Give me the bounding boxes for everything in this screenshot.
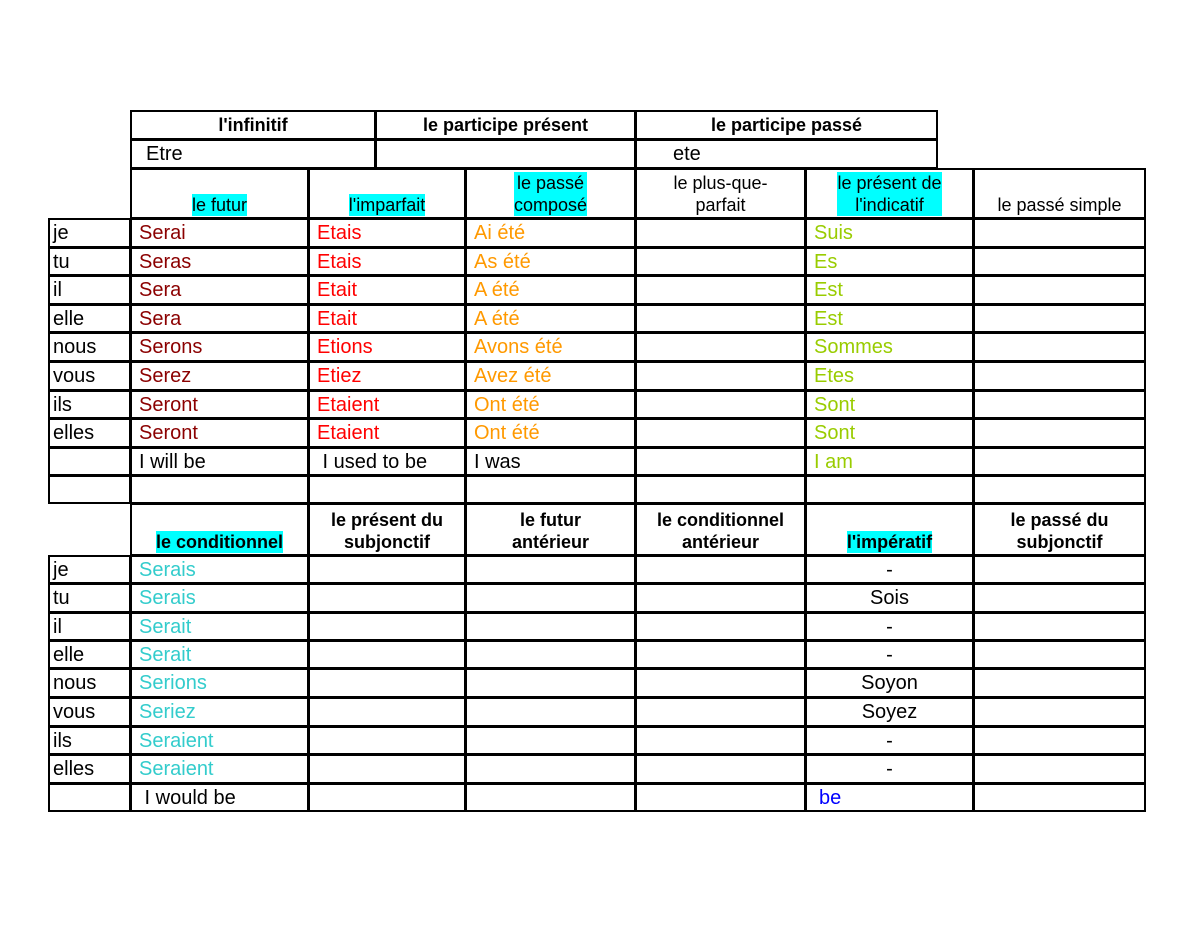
- conjugation-cell-conditionnel: Seraient: [130, 754, 309, 784]
- conjugation-cell-passe-subjonctif: [973, 754, 1146, 784]
- conjugation-cell-conditionnel: Serais: [130, 583, 309, 613]
- conjugation-cell-passe-subjonctif: [973, 697, 1146, 727]
- conjugation-cell-futur: Serons: [130, 332, 309, 362]
- conjugation-cell-futur-anterieur: [465, 668, 636, 698]
- conjugation-cell-passe-compose: A été: [465, 275, 636, 305]
- header-futur: [130, 168, 309, 219]
- conjugation-cell-imparfait: Etiez: [308, 361, 466, 391]
- conjugation-cell-passe-subjonctif: [973, 555, 1146, 584]
- conjugation-cell-passe-simple: [973, 390, 1146, 419]
- conjugation-cell-present: Est: [805, 304, 974, 333]
- conjugation-cell-conditionnel: Serait: [130, 612, 309, 641]
- conjugation-cell-conditionnel: Seraient: [130, 726, 309, 755]
- participe-present-value: [375, 139, 636, 169]
- conjugation-cell-conditionnel-anterieur: [635, 783, 806, 812]
- pronoun-cell: il: [48, 612, 131, 641]
- conjugation-cell-imperatif: -: [805, 754, 974, 784]
- conjugation-cell-passe-compose: Avez été: [465, 361, 636, 391]
- header-conditionnel-anterieur: [635, 503, 806, 556]
- conjugation-cell-present-subjonctif: [308, 612, 466, 641]
- conjugation-cell-passe-simple: [973, 361, 1146, 391]
- conjugation-cell-conditionnel: Serait: [130, 640, 309, 669]
- conjugation-cell-passe-compose: Ai été: [465, 218, 636, 248]
- conjugation-cell-futur-anterieur: [465, 555, 636, 584]
- conjugation-cell-futur: Sera: [130, 275, 309, 305]
- header-line: le plus-que-: [673, 173, 768, 193]
- conjugation-cell-passe-subjonctif: [973, 668, 1146, 698]
- conjugation-cell-plus-que-parfait: [635, 475, 806, 504]
- conjugation-cell-present-subjonctif: [308, 555, 466, 584]
- conjugation-cell-imparfait: I used to be: [308, 447, 466, 476]
- header-imparfait: [308, 168, 466, 219]
- conjugation-cell-passe-compose: As été: [465, 247, 636, 276]
- pronoun-cell: elles: [48, 418, 131, 448]
- conjugation-cell-imparfait: [308, 475, 466, 504]
- header-imparfait-text: [349, 194, 425, 216]
- header-conditionnel-text: [156, 531, 283, 553]
- conjugation-cell-futur-anterieur: [465, 697, 636, 727]
- header-line: l'indicatif: [855, 195, 924, 215]
- conjugation-cell-futur-anterieur: [465, 726, 636, 755]
- header-passe-simple: [973, 168, 1146, 219]
- infinitif-label: l'infinitif: [130, 110, 376, 140]
- conjugation-cell-imperatif: Sois: [805, 583, 974, 613]
- header-line: le passé du: [1010, 510, 1109, 530]
- conjugation-cell-futur: Serez: [130, 361, 309, 391]
- pronoun-cell: je: [48, 555, 131, 584]
- header-present-indicatif: [805, 168, 974, 219]
- header-passe-compose: [465, 168, 636, 219]
- conjugation-cell-imparfait: Etais: [308, 218, 466, 248]
- conjugation-cell-imperatif: Soyon: [805, 668, 974, 698]
- conjugation-cell-present-subjonctif: [308, 754, 466, 784]
- conjugation-cell-passe-simple: [973, 218, 1146, 248]
- conjugation-cell-present-subjonctif: [308, 583, 466, 613]
- pronoun-cell: elle: [48, 640, 131, 669]
- conjugation-cell-present: Sont: [805, 418, 974, 448]
- header-futur-text: [192, 194, 247, 216]
- header-line: le futur: [191, 195, 248, 215]
- conjugation-cell-conditionnel-anterieur: [635, 583, 806, 613]
- pronoun-cell: nous: [48, 668, 131, 698]
- conjugation-cell-conditionnel-anterieur: [635, 640, 806, 669]
- conjugation-cell-imparfait: Etaient: [308, 390, 466, 419]
- conjugation-cell-imperatif: -: [805, 726, 974, 755]
- header-line: le conditionnel: [155, 532, 283, 552]
- conjugation-cell-imparfait: Etaient: [308, 418, 466, 448]
- header-line: composé: [513, 195, 588, 215]
- conjugation-cell-imperatif: -: [805, 555, 974, 584]
- participe-passe-value: ete: [635, 139, 938, 169]
- header-line: le futur: [520, 510, 581, 530]
- conjugation-cell-passe-simple: [973, 332, 1146, 362]
- conjugation-cell-conditionnel-anterieur: [635, 697, 806, 727]
- conjugation-cell-present: Suis: [805, 218, 974, 248]
- pronoun-cell: vous: [48, 697, 131, 727]
- header-line: l'impératif: [846, 532, 933, 552]
- header-line: subjonctif: [344, 532, 430, 552]
- conjugation-cell-imperatif: -: [805, 612, 974, 641]
- conjugation-cell-passe-simple: [973, 247, 1146, 276]
- conjugation-cell-present: Etes: [805, 361, 974, 391]
- conjugation-cell-passe-compose: A été: [465, 304, 636, 333]
- header-line: parfait: [695, 195, 746, 215]
- conjugation-cell-imparfait: Etait: [308, 275, 466, 305]
- conjugation-cell-passe-subjonctif: [973, 583, 1146, 613]
- header-imperatif: [805, 503, 974, 556]
- header-passe-compose-text: [514, 172, 587, 216]
- pronoun-cell: il: [48, 275, 131, 305]
- conjugation-cell-passe-simple: [973, 418, 1146, 448]
- conjugation-cell-imparfait: Etais: [308, 247, 466, 276]
- header-futur-anterieur-text: [512, 509, 589, 553]
- conjugation-cell-conditionnel-anterieur: [635, 612, 806, 641]
- conjugation-cell-passe-compose: [465, 475, 636, 504]
- conjugation-cell-passe-subjonctif: [973, 783, 1146, 812]
- pronoun-cell: ils: [48, 390, 131, 419]
- conjugation-cell-present: I am: [805, 447, 974, 476]
- header-present-indicatif-text: [837, 172, 941, 216]
- conjugation-cell-present-subjonctif: [308, 697, 466, 727]
- conjugation-cell-conditionnel: I would be: [130, 783, 309, 812]
- pronoun-cell: vous: [48, 361, 131, 391]
- participe-present-label: le participe présent: [375, 110, 636, 140]
- header-present-subjonctif: [308, 503, 466, 556]
- conjugation-cell-plus-que-parfait: [635, 447, 806, 476]
- header-futur-anterieur: [465, 503, 636, 556]
- pronoun-cell: elles: [48, 754, 131, 784]
- header-conditionnel-anterieur-text: [657, 509, 784, 553]
- header-line: l'imparfait: [348, 195, 426, 215]
- conjugation-cell-imperatif: be: [805, 783, 974, 812]
- pronoun-cell: tu: [48, 583, 131, 613]
- conjugation-cell-imparfait: Etions: [308, 332, 466, 362]
- infinitif-value: Etre: [130, 139, 376, 169]
- header-passe-subjonctif: [973, 503, 1146, 556]
- conjugation-cell-futur: Seras: [130, 247, 309, 276]
- conjugation-cell-passe-simple: [973, 304, 1146, 333]
- conjugation-cell-passe-compose: Ont été: [465, 418, 636, 448]
- conjugation-cell-passe-subjonctif: [973, 640, 1146, 669]
- pronoun-cell: [48, 447, 131, 476]
- header-line: le présent du: [330, 510, 444, 530]
- conjugation-cell-futur: Serai: [130, 218, 309, 248]
- conjugation-cell-conditionnel: Seriez: [130, 697, 309, 727]
- conjugation-cell-futur-anterieur: [465, 612, 636, 641]
- header-line: le conditionnel: [656, 510, 784, 530]
- conjugation-cell-present-subjonctif: [308, 640, 466, 669]
- conjugation-cell-plus-que-parfait: [635, 247, 806, 276]
- header-conditionnel: [130, 503, 309, 556]
- conjugation-cell-futur: Seront: [130, 418, 309, 448]
- conjugation-cell-conditionnel: Serais: [130, 555, 309, 584]
- header-imperatif-text: [847, 531, 932, 553]
- conjugation-cell-futur-anterieur: [465, 754, 636, 784]
- conjugation-cell-passe-subjonctif: [973, 726, 1146, 755]
- conjugation-cell-present-subjonctif: [308, 668, 466, 698]
- conjugation-cell-futur-anterieur: [465, 783, 636, 812]
- conjugation-cell-plus-que-parfait: [635, 361, 806, 391]
- pronoun-cell: je: [48, 218, 131, 248]
- conjugation-cell-passe-compose: Ont été: [465, 390, 636, 419]
- conjugation-cell-plus-que-parfait: [635, 275, 806, 305]
- conjugation-cell-present: [805, 475, 974, 504]
- header-passe-simple-text: [997, 194, 1121, 216]
- conjugation-cell-conditionnel-anterieur: [635, 668, 806, 698]
- conjugation-cell-plus-que-parfait: [635, 332, 806, 362]
- conjugation-cell-futur-anterieur: [465, 583, 636, 613]
- header-plus-que-parfait-text: [673, 172, 767, 216]
- conjugation-cell-present: Sommes: [805, 332, 974, 362]
- pronoun-cell: tu: [48, 247, 131, 276]
- conjugation-cell-plus-que-parfait: [635, 218, 806, 248]
- conjugation-cell-plus-que-parfait: [635, 304, 806, 333]
- conjugation-cell-passe-compose: Avons été: [465, 332, 636, 362]
- header-present-subjonctif-text: [331, 509, 443, 553]
- header-line: antérieur: [511, 532, 590, 552]
- conjugation-cell-present: Est: [805, 275, 974, 305]
- conjugation-cell-imparfait: Etait: [308, 304, 466, 333]
- header-line: antérieur: [681, 532, 759, 552]
- header-line: subjonctif: [1016, 532, 1103, 552]
- conjugation-cell-futur: [130, 475, 309, 504]
- conjugation-cell-present: Sont: [805, 390, 974, 419]
- header-line: le passé simple: [997, 195, 1122, 215]
- header-passe-subjonctif-text: [1010, 509, 1108, 553]
- header-line: le présent de: [837, 173, 942, 193]
- conjugation-cell-plus-que-parfait: [635, 390, 806, 419]
- conjugation-cell-conditionnel: Serions: [130, 668, 309, 698]
- pronoun-cell: ils: [48, 726, 131, 755]
- conjugation-cell-present-subjonctif: [308, 726, 466, 755]
- conjugation-cell-present: Es: [805, 247, 974, 276]
- conjugation-cell-passe-subjonctif: [973, 612, 1146, 641]
- conjugation-cell-conditionnel-anterieur: [635, 726, 806, 755]
- conjugation-cell-futur: Seront: [130, 390, 309, 419]
- header-plus-que-parfait: [635, 168, 806, 219]
- pronoun-cell: nous: [48, 332, 131, 362]
- conjugation-cell-present-subjonctif: [308, 783, 466, 812]
- conjugation-cell-conditionnel-anterieur: [635, 555, 806, 584]
- conjugation-cell-imperatif: Soyez: [805, 697, 974, 727]
- pronoun-cell: [48, 475, 131, 504]
- conjugation-cell-passe-simple: [973, 475, 1146, 504]
- conjugation-cell-imperatif: -: [805, 640, 974, 669]
- conjugation-cell-passe-simple: [973, 275, 1146, 305]
- conjugation-cell-futur: Sera: [130, 304, 309, 333]
- conjugation-cell-passe-compose: I was: [465, 447, 636, 476]
- conjugation-cell-futur-anterieur: [465, 640, 636, 669]
- conjugation-cell-futur: I will be: [130, 447, 309, 476]
- header-line: le passé: [516, 173, 585, 193]
- conjugation-cell-conditionnel-anterieur: [635, 754, 806, 784]
- conjugation-cell-passe-simple: [973, 447, 1146, 476]
- participe-passe-label: le participe passé: [635, 110, 938, 140]
- conjugation-cell-plus-que-parfait: [635, 418, 806, 448]
- pronoun-cell: [48, 783, 131, 812]
- pronoun-cell: elle: [48, 304, 131, 333]
